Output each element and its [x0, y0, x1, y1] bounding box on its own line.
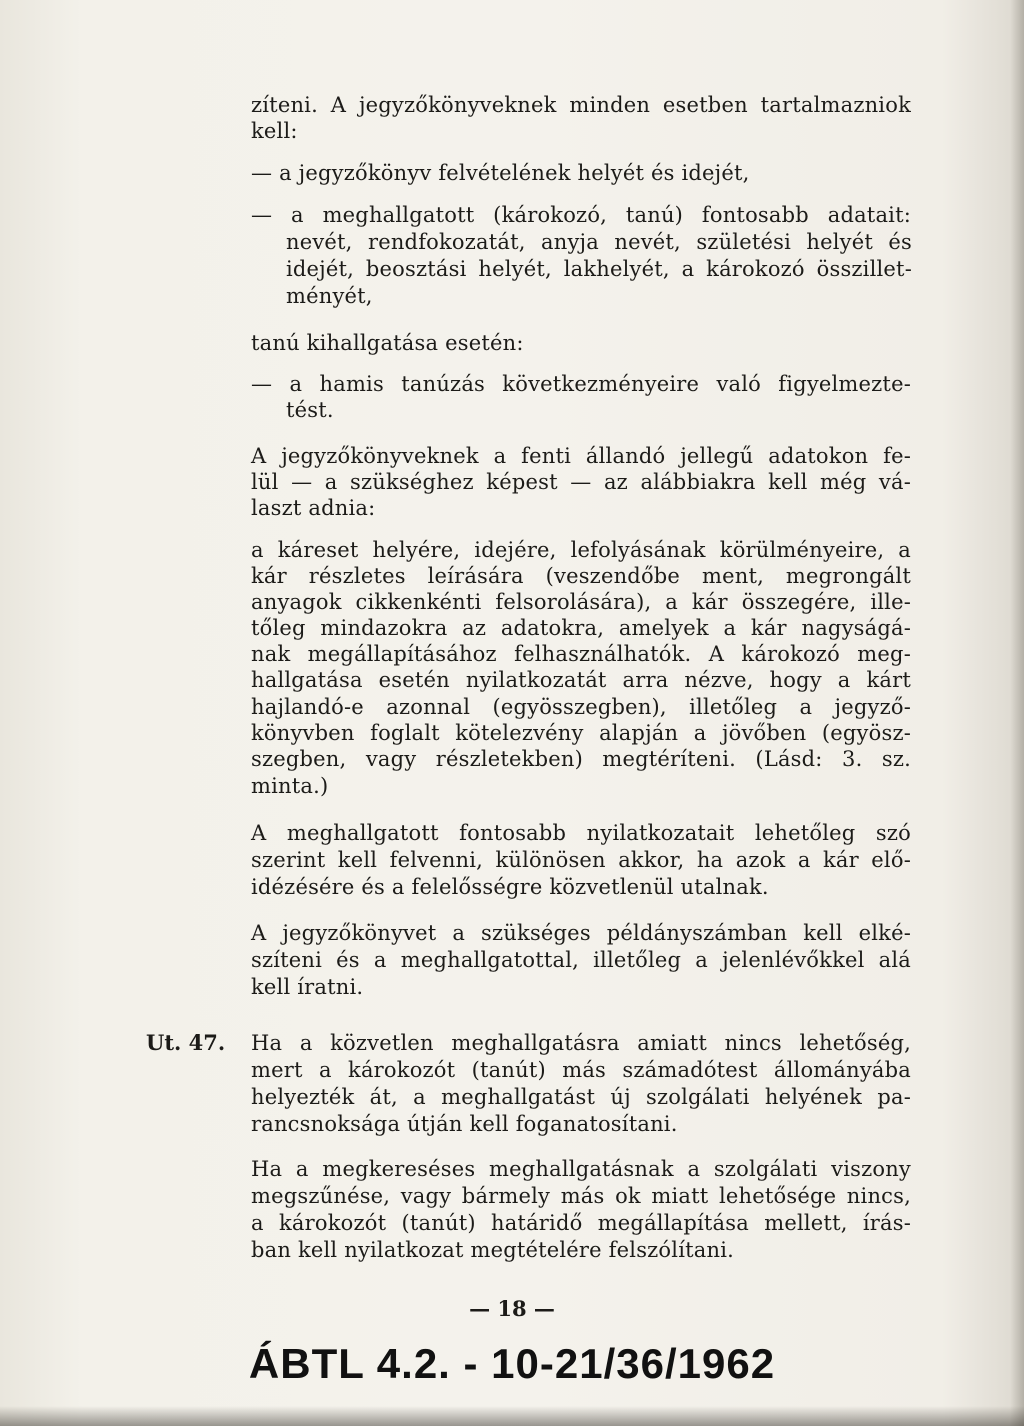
text-line: a káreset helyére, idejére, lefolyásának körülményeire, a — [251, 538, 911, 562]
text-line: laszt adnia: — [251, 496, 376, 520]
text-line: ményét, — [286, 284, 373, 308]
text-line: kell: — [251, 119, 298, 143]
text-line: — a jegyzőkönyv felvételének helyét és idejét, — [251, 161, 750, 185]
text-line: könyvben foglalt kötelezvény alapján a jövőben (egyösz- — [251, 721, 911, 745]
text-line: hallgatása esetén nyilatkozatát arra nézve, hogy a kárt — [251, 668, 911, 692]
text-line: Ha a megkereséses meghallgatásnak a szolgálati viszony — [251, 1157, 911, 1181]
text-line: helyezték át, a meghallgatást új szolgálati helyének pa- — [251, 1085, 911, 1109]
text-line: — a hamis tanúzás következményeire való figyelmezte- — [251, 372, 911, 396]
page-edge-shadow — [1010, 0, 1024, 1426]
text-line: zíteni. A jegyzőkönyveknek minden esetben tartalmazniok — [251, 93, 911, 117]
text-line: A jegyzőkönyvet a szükséges példányszámban kell elké- — [251, 921, 911, 945]
page-bottom-shadow — [0, 1406, 1024, 1426]
text-line: hajlandó-e azonnal (egyösszegben), illetőleg a jegyző- — [251, 695, 911, 719]
text-line: szíteni és a meghallgatottal, illetőleg a jelenlévőkkel alá — [251, 948, 911, 972]
section-label: Ut. 47. — [146, 1030, 226, 1055]
text-line: nevét, rendfokozatát, anyja nevét, születési helyét és — [286, 230, 912, 254]
page-number: — 18 — — [469, 1296, 555, 1321]
text-line: Ha a közvetlen meghallgatásra amiatt nincs lehetőség, — [251, 1031, 911, 1055]
text-line: a károkozót (tanút) határidő megállapítása mellett, írás- — [251, 1211, 911, 1235]
text-line: ban kell nyilatkozat megtételére felszólítani. — [251, 1238, 734, 1262]
text-line: kell íratni. — [251, 975, 364, 999]
text-line: A meghallgatott fontosabb nyilatkozatait lehetőleg szó — [251, 821, 911, 845]
text-line: szegben, vagy részletekben) megtéríteni. (Lásd: 3. sz. — [251, 747, 911, 771]
text-line: szerint kell felvenni, különösen akkor, ha azok a kár elő- — [251, 848, 911, 872]
text-line: rancsnoksága útján kell foganatosítani. — [251, 1112, 678, 1136]
text-line: tést. — [286, 398, 334, 422]
text-line: idézésére és a felelősségre közvetlenül utalnak. — [251, 875, 769, 899]
text-line: kár részletes leírására (veszendőbe ment, megrongált — [251, 564, 911, 588]
text-line: idejét, beosztási helyét, lakhelyét, a károkozó összillet- — [286, 257, 912, 281]
text-line: minta.) — [251, 774, 329, 798]
text-line: mert a károkozót (tanút) más számadótest állományába — [251, 1058, 911, 1082]
text-line: megszűnése, vagy bármely más ok miatt lehetősége nincs, — [251, 1184, 911, 1208]
text-line: nak megállapításához felhasználhatók. A károkozó meg- — [251, 642, 911, 666]
text-line: lül — a szükséghez képest — az alábbiakra kell még vá- — [251, 470, 911, 494]
text-line: tanú kihallgatása esetén: — [251, 331, 524, 355]
text-line: tőleg mindazokra az adatokra, amelyek a kár nagyságá- — [251, 616, 911, 640]
text-line: anyagok cikkenkénti felsorolására), a kár összegére, ille- — [251, 590, 911, 614]
text-line: A jegyzőkönyveknek a fenti állandó jellegű adatokon fe- — [251, 444, 911, 468]
archive-stamp: ÁBTL 4.2. - 10-21/36/1962 — [248, 1340, 776, 1387]
text-line: — a meghallgatott (károkozó, tanú) fontosabb adatait: — [251, 203, 911, 227]
